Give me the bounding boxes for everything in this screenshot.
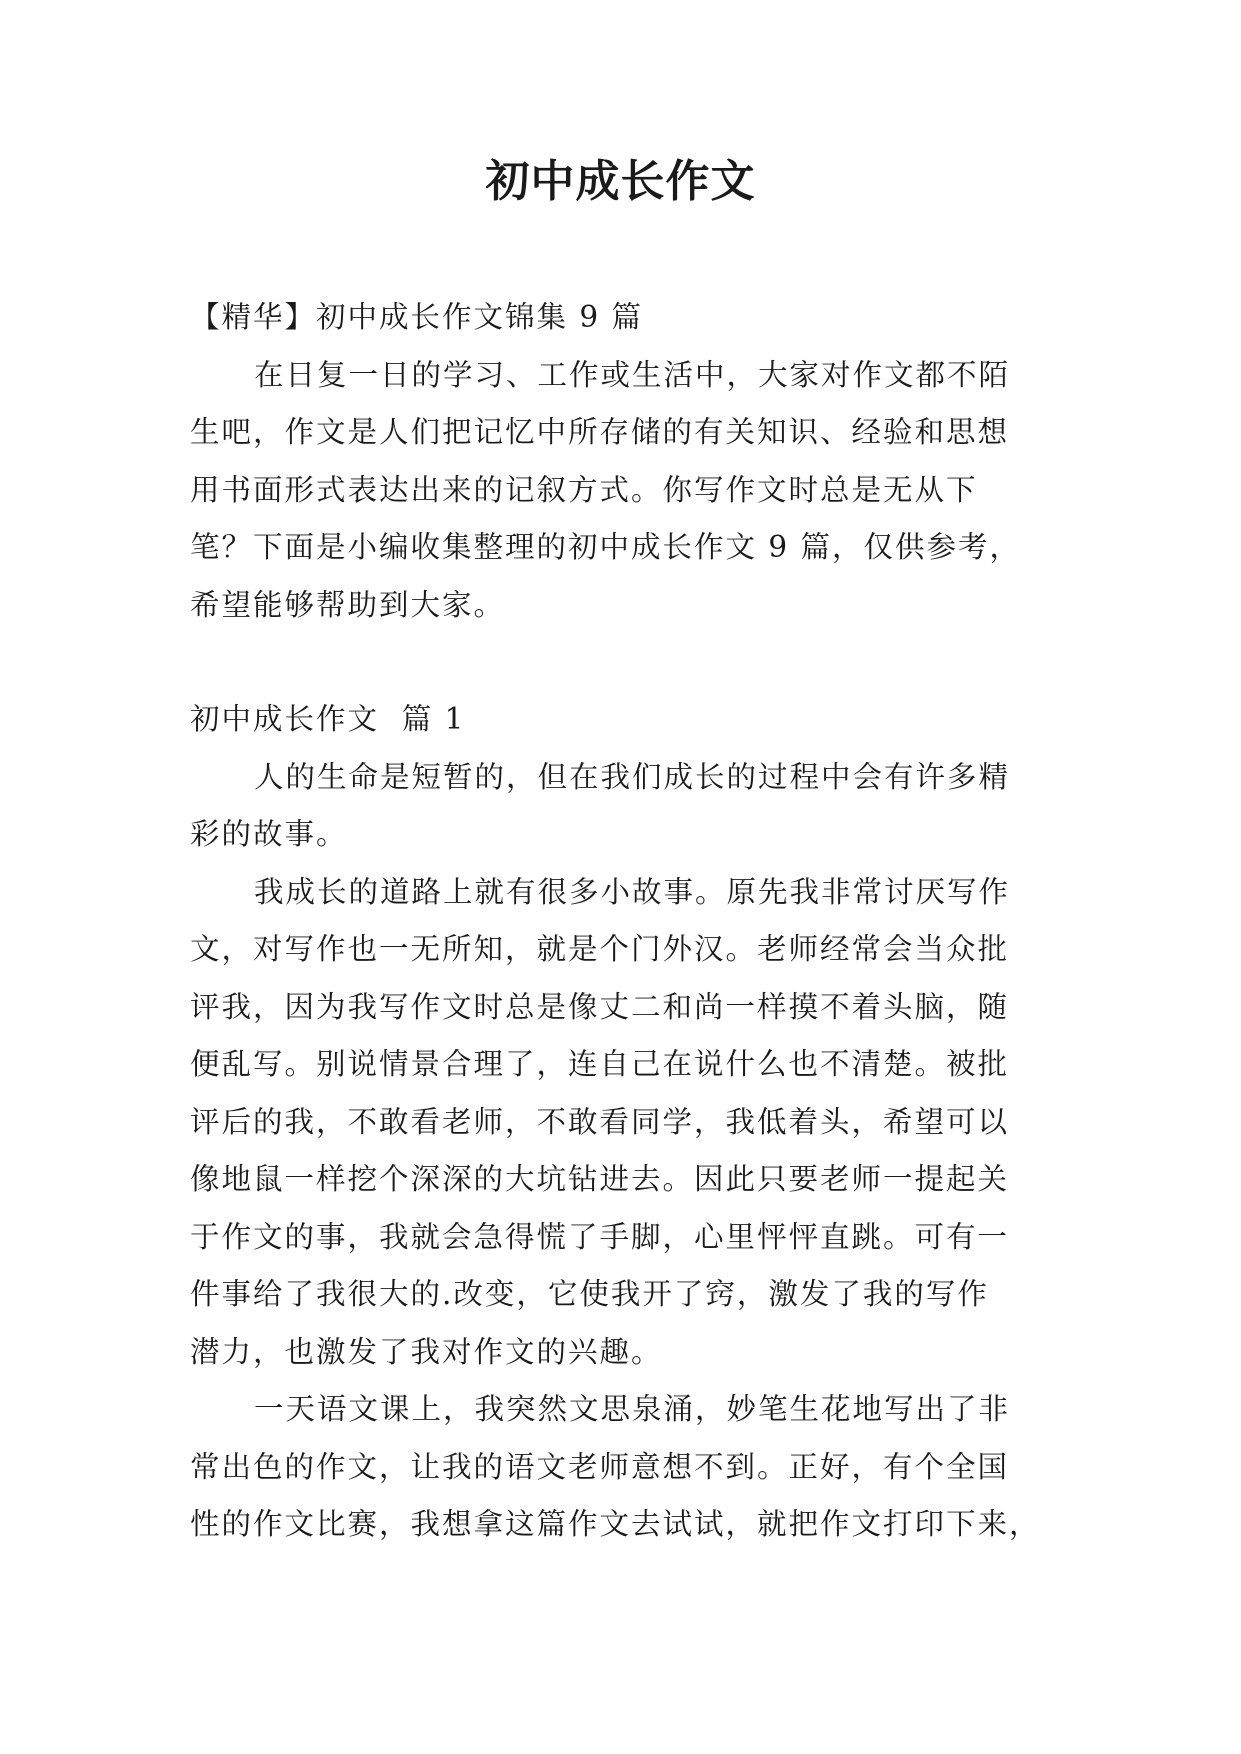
- section-heading: 初中成长作文 篇 1: [190, 702, 466, 736]
- paragraph-line: 便乱写。别说情景合理了，连自己在说什么也不清楚。被批: [190, 1047, 1010, 1081]
- paragraph-line: 我成长的道路上就有很多小故事。原先我非常讨厌写作: [254, 874, 1011, 909]
- paragraph-line: 性的作文比赛，我想拿这篇作文去试试，就把作文打印下来，: [190, 1507, 1041, 1541]
- intro-line: 笔？下面是小编收集整理的初中成长作文 9 篇，仅供参考，: [190, 530, 1022, 564]
- paragraph-line: 评后的我，不敢看老师，不敢看同学，我低着头，希望可以: [190, 1104, 1010, 1139]
- intro-line: 希望能够帮助到大家。: [190, 587, 506, 622]
- paragraph-line: 潜力，也激发了我对作文的兴趣。: [190, 1334, 663, 1369]
- paragraph-line: 人的生命是短暂的，但在我们成长的过程中会有许多精: [254, 759, 1011, 794]
- paragraph-line: 文，对写作也一无所知，就是个门外汉。老师经常会当众批: [190, 932, 1010, 966]
- paragraph-line: 件事给了我很大的.改变，它使我开了窍，激发了我的写作: [190, 1277, 989, 1311]
- document-subtitle: 【精华】初中成长作文锦集 9 篇: [190, 300, 644, 334]
- paragraph-line: 彩的故事。: [190, 817, 348, 851]
- intro-line: 在日复一日的学习、工作或生活中，大家对作文都不陌: [254, 357, 1011, 392]
- intro-block: [190, 289, 1070, 634]
- paragraph-line: 像地鼠一样挖个深深的大坑钻进去。因此只要老师一提起关: [190, 1162, 1010, 1196]
- paragraph-line: 评我，因为我写作文时总是像丈二和尚一样摸不着头脑，随: [190, 989, 1010, 1024]
- intro-line: 用书面形式表达出来的记叙方式。你写作文时总是无从下: [190, 472, 978, 507]
- essay-section-1: [190, 691, 1070, 1554]
- document-title: 初中成长作文: [485, 156, 756, 207]
- paragraph-line: 于作文的事，我就会急得慌了手脚，心里怦怦直跳。可有一: [190, 1219, 1010, 1254]
- paragraph-line: 一天语文课上，我突然文思泉涌，妙笔生花地写出了非: [254, 1392, 1011, 1426]
- intro-line: 生吧，作文是人们把记忆中所存储的有关知识、经验和思想: [190, 415, 1010, 449]
- paragraph-line: 常出色的作文，让我的语文老师意想不到。正好，有个全国: [190, 1449, 1010, 1484]
